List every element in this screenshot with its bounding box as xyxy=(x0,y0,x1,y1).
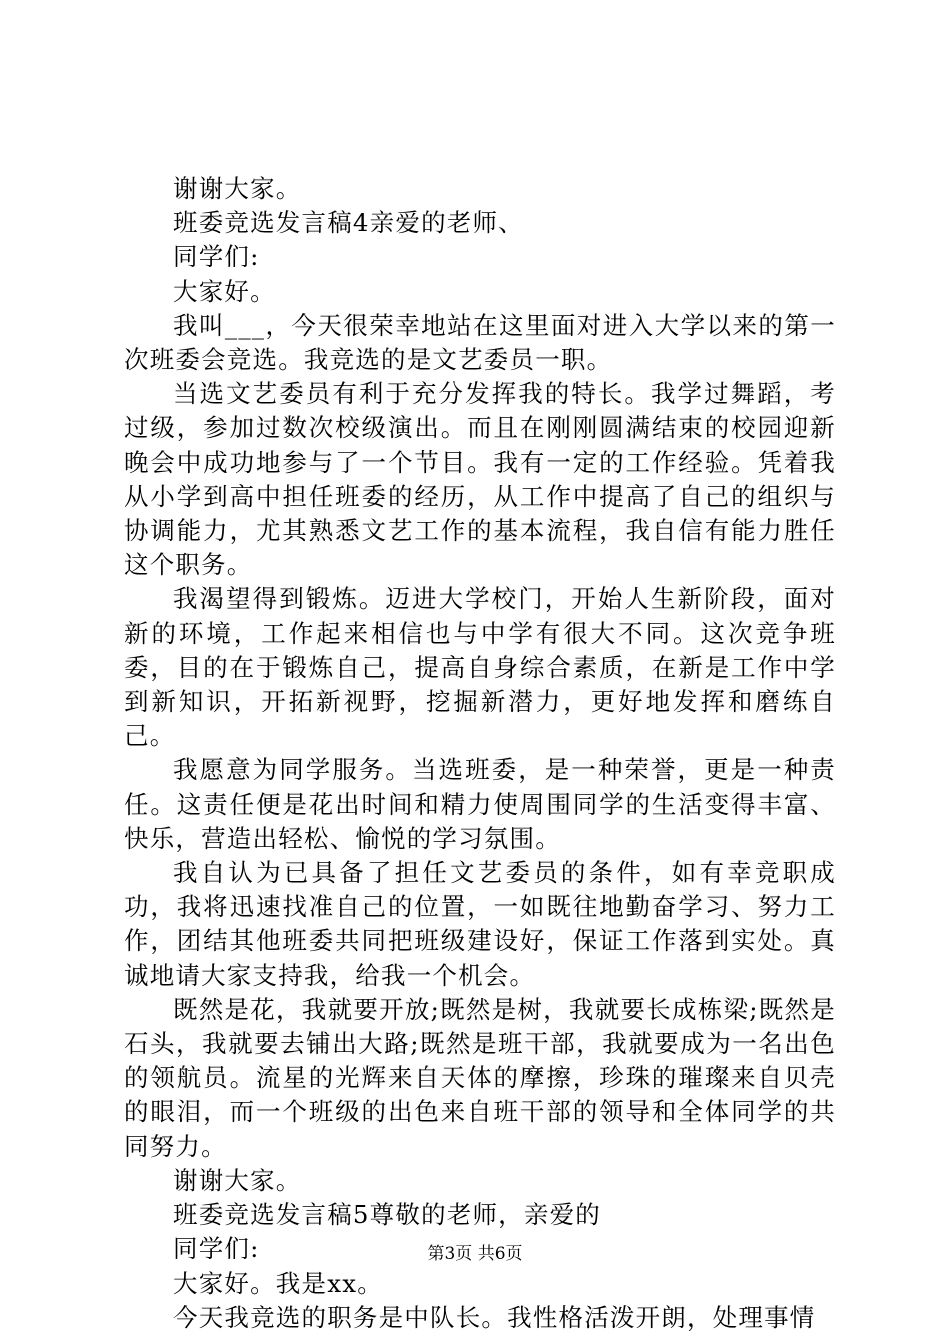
paragraph: 当选文艺委员有利于充分发挥我的特长。我学过舞蹈，考过级，参加过数次校级演出。而且在刚刚圆满结束的校园迎新晚会中成功地参与了一个节目。我有一定的工作经验。凭着我从小学到高中担任班委的经历，从工作中提高了自己的组织与协调能力，尤其熟悉文艺工作的基本流程，我自信有能力胜任这个职务。 xyxy=(124,379,836,580)
paragraph: 大家好。 xyxy=(173,276,276,306)
paragraph: 我叫___，今天很荣幸地站在这里面对进入大学以来的第一次班委会竞选。我竞选的是文艺委员一职。 xyxy=(124,310,836,375)
paragraph: 我自认为已具备了担任文艺委员的条件，如有幸竞职成功，我将迅速找准自己的位置，一如既往地勤奋学习、努力工作，团结其他班委共同把班级建设好，保证工作落到实处。真诚地请大家支持我，给我一个机会。 xyxy=(124,858,836,990)
paragraph: 谢谢大家。 xyxy=(173,174,302,203)
paragraph: 班委竞选发言稿4亲爱的老师、 xyxy=(173,208,524,238)
paragraph: 同学们: xyxy=(173,242,260,272)
paragraph: 谢谢大家。 xyxy=(173,1165,302,1195)
paragraph: 大家好。我是xx。 xyxy=(173,1268,383,1298)
paragraph: 我愿意为同学服务。当选班委，是一种荣誉，更是一种责任。这责任便是花出时间和精力使周围同学的生活变得丰富、快乐，营造出轻松、愉悦的学习氛围。 xyxy=(124,755,836,853)
page-number-footer: 第3页 共6页 xyxy=(427,1244,523,1264)
paragraph: 同学们: xyxy=(173,1234,260,1264)
paragraph: 班委竞选发言稿5尊敬的老师，亲爱的 xyxy=(173,1200,601,1230)
paragraph: 既然是花，我就要开放;既然是树，我就要长成栋梁;既然是石头，我就要去铺出大路;既然是班干部，我就要成为一名出色的领航员。流星的光辉来自天体的摩擦，珍珠的璀璨来自贝壳的眼泪，而一个班级的出色来自班干部的领导和全体同学的共同努力。 xyxy=(124,994,836,1161)
document-body xyxy=(124,172,836,1335)
paragraph: 今天我竞选的职务是中队长。我性格活泼开朗，处理事情 xyxy=(173,1302,816,1332)
paragraph: 我渴望得到锻炼。迈进大学校门，开始人生新阶段，面对新的环境，工作起来相信也与中学有很大不同。这次竞争班委，目的在于锻炼自己，提高自身综合素质，在新是工作中学到新知识，开拓新视野，挖掘新潜力，更好地发挥和磨练自己。 xyxy=(124,584,836,751)
